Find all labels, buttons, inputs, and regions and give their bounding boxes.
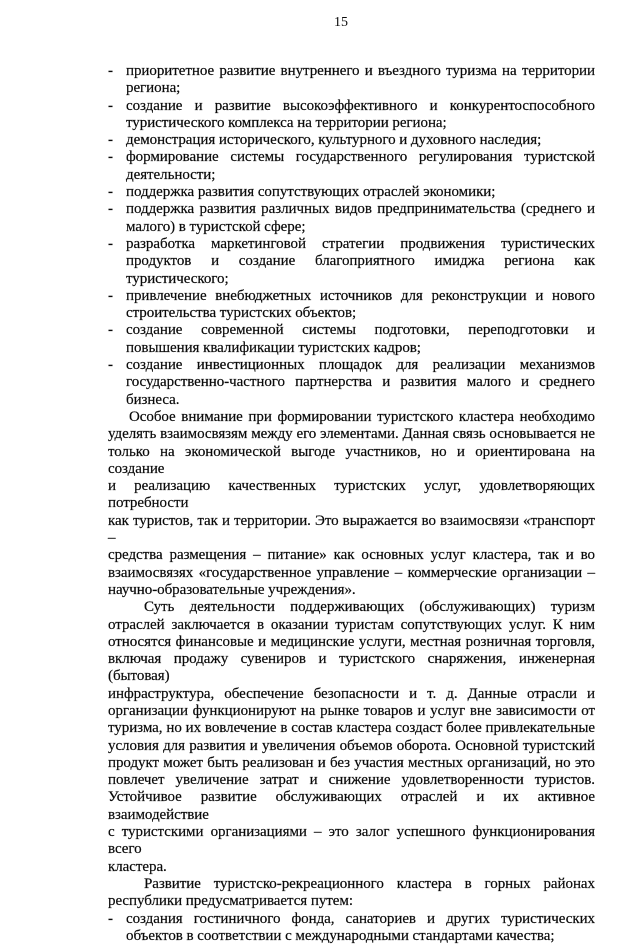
bullet-marker: - bbox=[108, 184, 113, 201]
bullet-marker: - bbox=[108, 201, 113, 218]
text-line: поддержка развития различных видов предпринимательства (среднего и bbox=[126, 201, 595, 218]
paragraph bbox=[108, 599, 595, 876]
text-line: с туристскими организациями – это залог успешного функционирования всего bbox=[108, 824, 595, 858]
list-item bbox=[108, 322, 595, 357]
text-line: республики предусматривается путем: bbox=[108, 893, 353, 910]
text-line: инфраструктура, обеспечение безопасности и т. д. Данные отрасли и bbox=[108, 685, 595, 702]
text-line: объектов в соответствии с международными стандартами качества; bbox=[126, 927, 555, 944]
bullet-marker: - bbox=[108, 149, 113, 166]
text-line: включая продажу сувениров и туристского снаряжения, инженерная (бытовая) bbox=[108, 651, 595, 685]
text-line: демонстрация исторического, культурного и духовного наследия; bbox=[126, 132, 542, 149]
paragraph bbox=[108, 876, 595, 911]
text-line: приоритетное развитие внутреннего и въездного туризма на территории bbox=[126, 63, 595, 79]
text-line: продуктов и создание благоприятного имиджа региона как bbox=[126, 253, 595, 270]
text-line: Устойчивое развитие обслуживающих отраслей и их активное взаимодействие bbox=[108, 789, 595, 823]
text-line: Суть деятельности поддерживающих (обслуживающих) туризм bbox=[144, 599, 595, 616]
bullet-marker: - bbox=[108, 235, 113, 252]
text-line: разработка маркетинговой стратегии продвижения туристических bbox=[126, 235, 595, 252]
list-item bbox=[108, 132, 595, 149]
bullet-marker: - bbox=[108, 63, 113, 79]
list-item bbox=[108, 201, 595, 236]
text-line: создания гостиничного фонда, санаториев и других туристических bbox=[126, 910, 595, 927]
text-line: деятельности; bbox=[126, 166, 216, 183]
text-line: научно-образовательные учреждения». bbox=[108, 581, 356, 598]
bullet-marker: - bbox=[108, 97, 113, 114]
text-line: отраслей заключается в оказании туристам сопутствующих услуг. К ним bbox=[108, 616, 595, 633]
text-line: туристического; bbox=[126, 270, 229, 287]
bullet-marker: - bbox=[108, 357, 113, 374]
page-body bbox=[108, 63, 595, 945]
text-line: малого) в туристской сфере; bbox=[126, 218, 306, 235]
text-line: средства размещения – питание» как основных услуг кластера, так и во bbox=[108, 547, 595, 564]
bullet-marker: - bbox=[108, 910, 113, 927]
bullet-marker: - bbox=[108, 287, 113, 304]
text-line: привлечение внебюджетных источников для реконструкции и нового bbox=[126, 287, 595, 304]
text-line: организации функционируют на рынке товаров и услуг вне зависимости от bbox=[108, 702, 595, 719]
list-item bbox=[108, 911, 595, 945]
text-line: поддержка развития сопутствующих отраслей экономики; bbox=[126, 184, 496, 201]
text-line: взаимосвязях «государственное управление – коммерческие организации – bbox=[108, 564, 595, 581]
text-line: кластера. bbox=[108, 858, 167, 875]
paragraph bbox=[108, 409, 595, 599]
list-item bbox=[108, 288, 595, 323]
list-item bbox=[108, 63, 595, 98]
page-number: 15 bbox=[334, 15, 348, 30]
bullet-list-bottom bbox=[108, 911, 595, 945]
text-line: уделять взаимосвязям между его элементами. Данная связь основывается не bbox=[108, 426, 595, 443]
bullet-list-top bbox=[108, 63, 595, 409]
text-line: продукт может быть реализован и без участия местных организаций, но это bbox=[108, 754, 595, 771]
list-item bbox=[108, 184, 595, 201]
list-item bbox=[108, 357, 595, 409]
text-line: как туристов, так и территории. Это выражается во взаимосвязи «транспорт – bbox=[108, 512, 595, 547]
text-line: бизнеса. bbox=[126, 391, 180, 408]
bullet-marker: - bbox=[108, 132, 113, 149]
bullet-marker: - bbox=[108, 322, 113, 339]
text-line: региона; bbox=[126, 80, 181, 97]
list-item bbox=[108, 149, 595, 184]
text-line: и реализацию качественных туристских услуг, удовлетворяющих потребности bbox=[108, 478, 595, 512]
text-line: строительства туристских объектов; bbox=[126, 305, 357, 322]
list-item bbox=[108, 236, 595, 288]
text-line: условия для развития и увеличения объемов оборота. Основной туристский bbox=[108, 737, 595, 754]
text-line: повлечет увеличение затрат и снижение удовлетворенности туристов. bbox=[108, 772, 595, 789]
text-line: создание и развитие высокоэффективного и конкурентоспособного bbox=[126, 97, 595, 114]
text-line: Особое внимание при формировании туристского кластера необходимо bbox=[129, 408, 595, 425]
text-line: государственно-частного партнерства и развития малого и среднего bbox=[126, 374, 595, 391]
text-line: туризма, но их вовлечение в состав кластера создаст более привлекательные bbox=[108, 720, 595, 737]
text-line: повышения квалификации туристских кадров; bbox=[126, 339, 421, 356]
text-line: туристического комплекса на территории региона; bbox=[126, 114, 447, 131]
text-line: Развитие туристско-рекреационного кластера в горных районах bbox=[144, 875, 595, 892]
text-line: относятся финансовые и медицинские услуги, местная розничная торговля, bbox=[108, 633, 595, 650]
text-line: только на экономической выгоде участников, но и ориентирована на создание bbox=[108, 443, 595, 477]
text-line: создание современной системы подготовки, переподготовки и bbox=[126, 322, 595, 339]
list-item bbox=[108, 98, 595, 133]
text-line: создание инвестиционных площадок для реализации механизмов bbox=[126, 357, 595, 374]
text-line: формирование системы государственного регулирования туристской bbox=[126, 149, 595, 166]
